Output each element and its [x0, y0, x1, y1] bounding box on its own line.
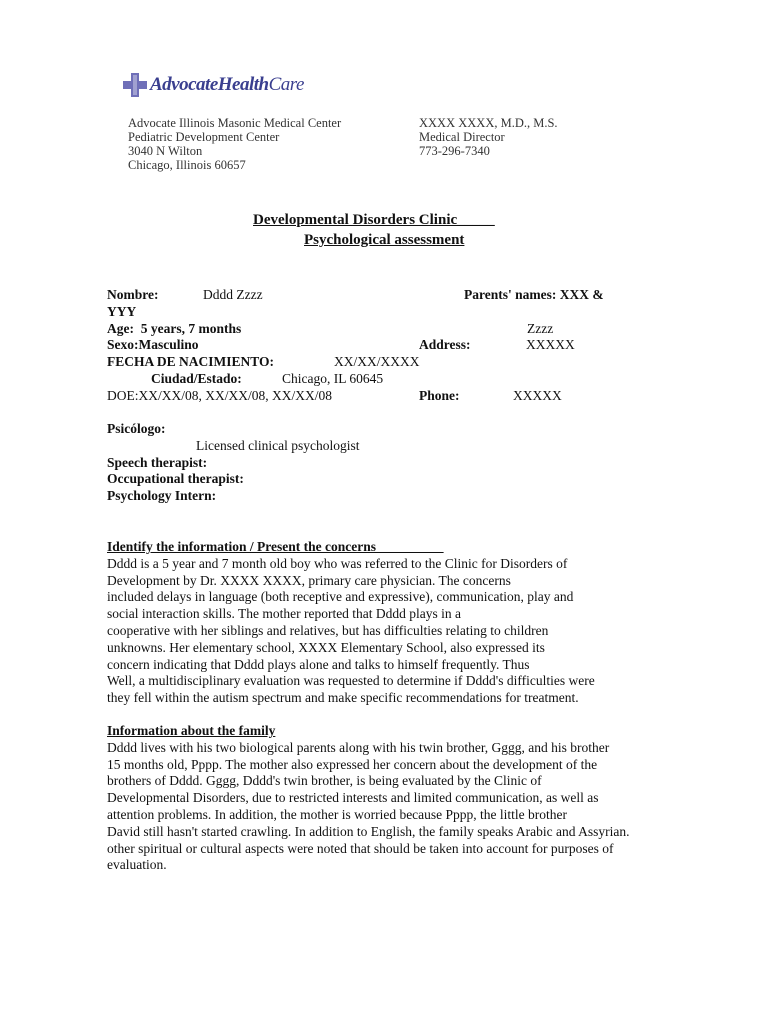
- section-concerns: [107, 539, 677, 707]
- paragraph-line: included delays in language (both receptive and expressive), communication, play and: [107, 589, 574, 605]
- cross-logo-icon: [122, 72, 148, 98]
- paragraph-line: cooperative with her siblings and relatives, but has difficulties relating to children: [107, 622, 549, 638]
- paragraph-line: Dddd is a 5 year and 7 month old boy who was referred to the Clinic for Disorders of: [107, 555, 568, 571]
- city-label: Ciudad/Estado:: [151, 371, 242, 386]
- phone-value: XXXXX: [513, 388, 562, 403]
- doe-value: DOE:XX/XX/08, XX/XX/08, XX/XX/08: [107, 388, 332, 403]
- occupational-therapist-label: Occupational therapist:: [107, 471, 244, 486]
- city-address: Chicago, Illinois 60657: [128, 158, 246, 172]
- document-title: Developmental Disorders Clinic_____: [253, 212, 495, 228]
- paragraph-line: social interaction skills. The mother reported that Dddd plays in a: [107, 606, 462, 622]
- parents-surname: Zzzz: [527, 321, 554, 336]
- paragraph-line: Dddd lives with his two biological parents along with his twin brother, Gggg, and his brother: [107, 739, 610, 755]
- address-value: XXXXX: [526, 337, 575, 352]
- age-row: Age: 5 years, 7 months: [107, 321, 242, 336]
- director-phone: 773-296-7340: [419, 144, 490, 158]
- name-value: Dddd Zzzz: [203, 287, 263, 302]
- section-family: [107, 723, 677, 874]
- hospital-name: Advocate Illinois Masonic Medical Center: [128, 116, 342, 130]
- psychologist-value: Licensed clinical psychologist: [196, 438, 360, 453]
- speech-therapist-label: Speech therapist:: [107, 455, 208, 470]
- sex-label: Sexo:Masculino: [107, 337, 199, 352]
- phone-label: Phone:: [419, 388, 460, 403]
- section-heading: Information about the family: [107, 723, 276, 738]
- paragraph-line: Well, a multidisciplinary evaluation was requested to determine if Dddd's difficulties were: [107, 673, 595, 689]
- letterhead-right: [419, 116, 558, 158]
- paragraph-line: Development by Dr. XXXX XXXX, primary care physician. The concerns: [107, 572, 511, 588]
- paragraph-line: Developmental Disorders, due to restricted interests and limited communication, as well as: [107, 790, 599, 806]
- parents-cont: YYY: [107, 304, 137, 319]
- dob-label: FECHA DE NACIMIENTO:: [107, 354, 275, 369]
- name-label: Nombre:: [107, 287, 159, 302]
- director-title: Medical Director: [419, 130, 505, 144]
- city-value: Chicago, IL 60645: [282, 371, 384, 386]
- paragraph-line: unknowns. Her elementary school, XXXX Elementary School, also expressed its: [107, 639, 545, 655]
- advocate-logo: [122, 70, 304, 100]
- letterhead-left: [128, 116, 341, 172]
- paragraph-line: attention problems. In addition, the mother is worried because Pppp, the little brother: [107, 806, 568, 822]
- document-subtitle: Psychological assessment: [304, 232, 465, 248]
- parents-label: Parents' names: XXX &: [464, 287, 604, 302]
- address-label: Address:: [419, 337, 471, 352]
- paragraph-line: 15 months old, Pppp. The mother also expressed her concern about the development of the: [107, 756, 598, 772]
- psychology-intern-label: Psychology Intern:: [107, 488, 217, 503]
- director-name: XXXX XXXX, M.D., M.S.: [419, 116, 558, 130]
- paragraph-line: brothers of Dddd. Gggg, Dddd's twin brother, is being evaluated by the Clinic of: [107, 773, 542, 789]
- paragraph-line: evaluation.: [107, 857, 167, 873]
- center-name: Pediatric Development Center: [128, 130, 280, 144]
- logo-wordmark: AdvocateHealthCare: [150, 74, 304, 95]
- paragraph-line: other spiritual or cultural aspects were noted that should be taken into account for purposes of: [107, 840, 614, 856]
- section-heading: Identify the information / Present the concerns__________: [107, 539, 444, 554]
- street-address: 3040 N Wilton: [128, 144, 203, 158]
- dob-value: XX/XX/XXXX: [334, 354, 420, 369]
- paragraph-line: they fell within the autism spectrum and make specific recommendations for treatment.: [107, 690, 579, 706]
- paragraph-line: David still hasn't started crawling. In addition to English, the family speaks Arabic and Assyrian.: [107, 823, 630, 839]
- paragraph-line: concern indicating that Dddd plays alone and talks to himself frequently. Thus: [107, 656, 530, 672]
- psychologist-label: Psicólogo:: [107, 421, 166, 436]
